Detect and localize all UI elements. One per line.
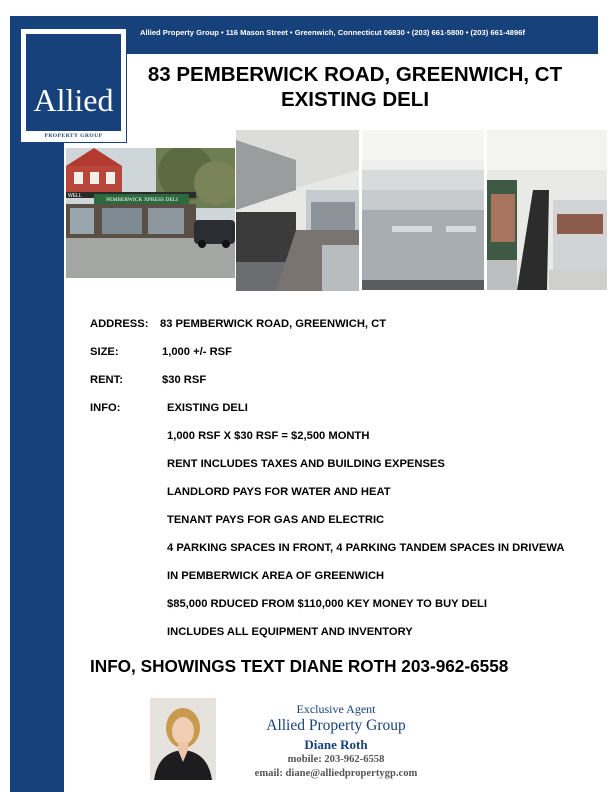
storefront-left-sign-text: WELL bbox=[68, 193, 82, 199]
page-title bbox=[120, 62, 590, 112]
storefront-photo bbox=[66, 148, 235, 278]
agent-title: Exclusive Agent bbox=[296, 702, 376, 716]
agent-company: Allied Property Group bbox=[266, 717, 406, 734]
rent-value: $30 RSF bbox=[162, 374, 207, 386]
logo-wordmark: Allied bbox=[33, 82, 114, 118]
title-line-2: EXISTING DELI bbox=[280, 88, 430, 111]
info-item-text: INCLUDES ALL EQUIPMENT AND INVENTORY bbox=[167, 626, 413, 638]
info-item-text: LANDLORD PAYS FOR WATER AND HEAT bbox=[167, 486, 391, 498]
contact-call-to-action: INFO, SHOWINGS TEXT DIANE ROTH 203-962-6558 bbox=[90, 656, 509, 676]
logo-subtitle: PROPERTY GROUP bbox=[44, 133, 103, 139]
info-item-text: TENANT PAYS FOR GAS AND ELECTRIC bbox=[167, 514, 385, 526]
deli-counter-photo bbox=[487, 130, 607, 290]
company-logo bbox=[20, 28, 127, 143]
rent-label: RENT: bbox=[90, 374, 123, 386]
header-contact-line: Allied Property Group • 116 Mason Street • Greenwich, Connecticut 06830 • (203) 661-5800 • (203) 661-4896f bbox=[140, 28, 525, 37]
info-item-text: 1,000 RSF X $30 RSF = $2,500 MONTH bbox=[167, 430, 370, 442]
storefront-sign-text: PEMBERWICK XPRESS DELI bbox=[106, 197, 178, 203]
size-label: SIZE: bbox=[90, 346, 119, 358]
info-label: INFO: bbox=[90, 402, 121, 414]
address-label: ADDRESS: bbox=[90, 318, 149, 330]
info-item-text: $85,000 RDUCED FROM $110,000 KEY MONEY TO BUY DELI bbox=[167, 598, 488, 610]
kitchen-photo bbox=[236, 130, 359, 291]
address-value: 83 PEMBERWICK ROAD, GREENWICH, CT bbox=[160, 318, 387, 330]
info-item-text: RENT INCLUDES TAXES AND BUILDING EXPENSES bbox=[167, 458, 445, 470]
agent-headshot bbox=[150, 698, 216, 780]
info-item: EXISTING DELI bbox=[167, 402, 248, 414]
agent-card bbox=[236, 702, 436, 781]
prep-counter-photo bbox=[362, 130, 484, 290]
agent-email: email: diane@alliedpropertygp.com bbox=[254, 768, 418, 779]
logo-panel bbox=[26, 34, 121, 131]
agent-mobile: mobile: 203-962-6558 bbox=[287, 754, 385, 765]
info-item-text: 4 PARKING SPACES IN FRONT, 4 PARKING TANDEM SPACES IN DRIVEWA bbox=[167, 542, 565, 554]
agent-name: Diane Roth bbox=[304, 737, 368, 752]
size-value: 1,000 +/- RSF bbox=[162, 346, 232, 358]
info-item-text: IN PEMBERWICK AREA OF GREENWICH bbox=[167, 570, 385, 582]
title-line-1: 83 PEMBERWICK ROAD, GREENWICH, CT bbox=[147, 63, 563, 86]
